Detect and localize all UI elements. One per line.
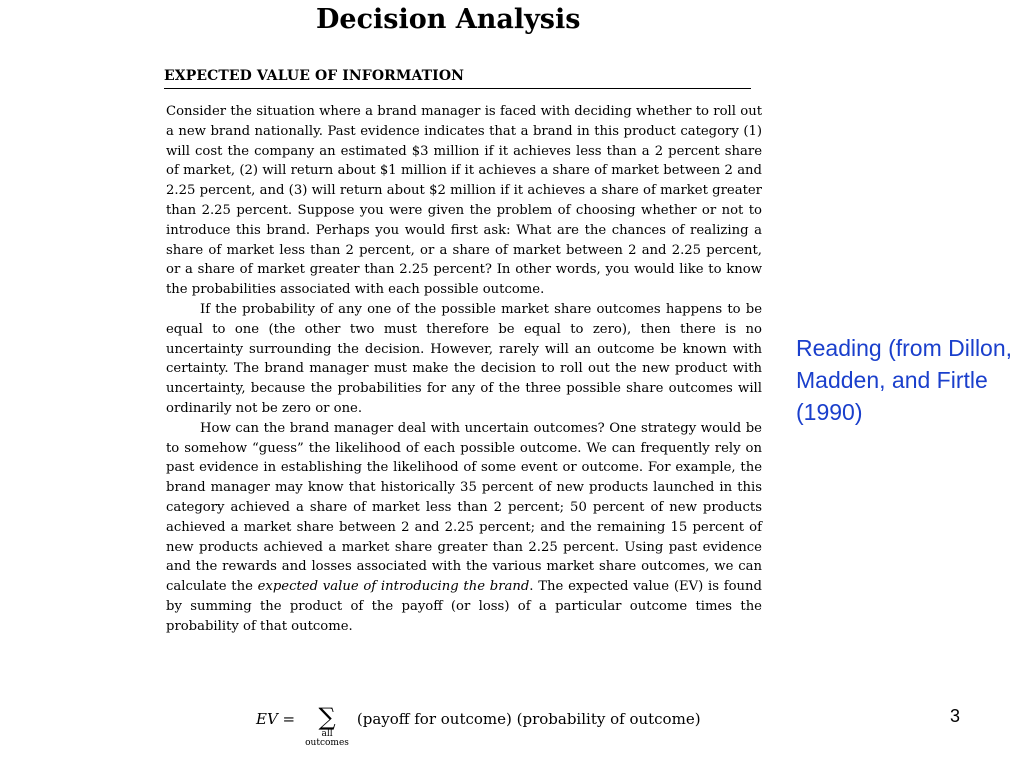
equation-lhs: EV = — [256, 710, 296, 728]
expected-value-equation — [256, 703, 701, 748]
summation-subscript-all: all — [321, 729, 333, 739]
paragraph-3-text-before: How can the brand manager deal with uncertain outcomes? One strategy would be to somehow “guess” the likelihood of each possible outcome. We can frequently rely on past evidence in establishing the likelihood of some event or outcome. For example, the brand manager may know that historically 35 percent of new products launched in this category achieved a share of market less than 2 percent; 50 percent of new products achieved a market share between 2 and 2.25 percent; and the remaining 15 percent of new products achieved a market share greater than 2.25 percent. Using past evidence and the rewards and losses associated with the various market share outcomes, we can calculate the — [166, 420, 762, 595]
heading-divider — [164, 88, 751, 89]
sigma-icon: ∑ — [318, 703, 336, 731]
paragraph-3-text-after: . The expected value (EV) is found by summing the product of the payoff (or loss) of a particular outcome times the probability of that outcome. — [166, 579, 762, 634]
equation-rhs: (payoff for outcome) (probability of outcome) — [356, 710, 701, 728]
paragraph-2: If the probability of any one of the possible market share outcomes happens to be equal to one (the other two must therefore be equal to zero), then there is no uncertainty surrounding the decision. However, rarely will an outcome be known with certainty. The brand manager must make the decision to roll out the new product with uncertainty, because the probabilities for any of the three possible share outcomes will ordinarily not be zero or one. — [166, 301, 762, 416]
reading-excerpt — [166, 102, 762, 637]
paragraph-3-emphasis: expected value of introducing the brand — [257, 579, 530, 595]
paragraph-3 — [166, 419, 762, 637]
summation-subscript-outcomes: outcomes — [305, 738, 349, 748]
slide-title: Decision Analysis — [316, 4, 581, 35]
summation-symbol — [305, 704, 349, 748]
slide-number: 3 — [950, 706, 961, 726]
reading-source-note: Reading (from Dillon, Madden, and Firtle (1990) — [796, 335, 1013, 425]
paragraph-1: Consider the situation where a brand manager is faced with deciding whether to roll out a new brand nationally. Past evidence indicates that a brand in this product category (1) will cost the company an estimated $3 million if it achieves less than a 2 percent share of market, (2) will return about $1 million if it achieves a share of market between 2 and 2.25 percent, and (3) will return about $2 million if it achieves a share of market greater than 2.25 percent. Suppose you were given the problem of choosing whether or not to introduce this brand. Perhaps you would first ask: What are the chances of realizing a share of market less than 2 percent, or a share of market between 2 and 2.25 percent, or a share of market greater than 2.25 percent? In other words, you would like to know the probabilities associated with each possible outcome. — [166, 104, 762, 298]
section-heading: EXPECTED VALUE OF INFORMATION — [164, 68, 465, 84]
